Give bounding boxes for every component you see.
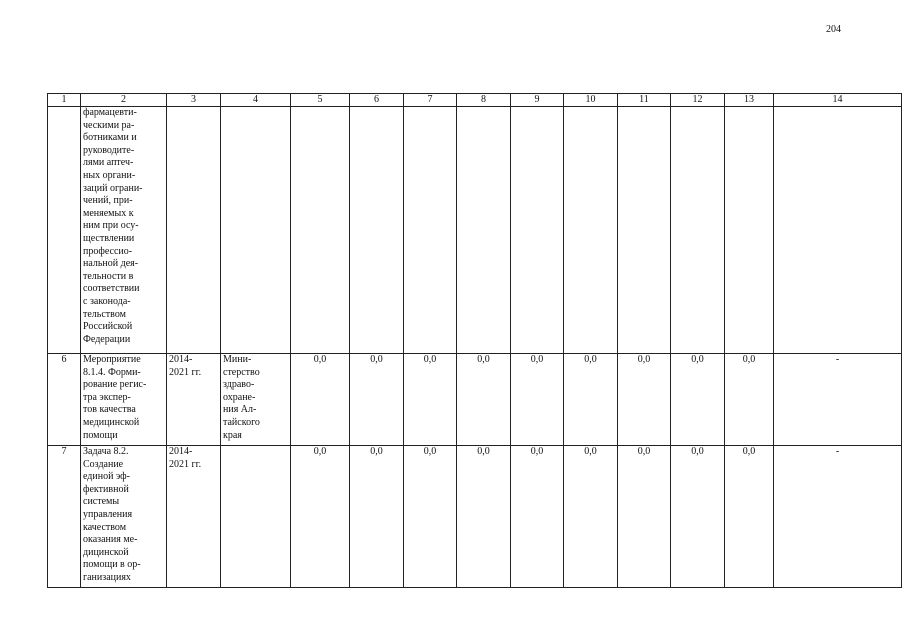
period-cell: 2014- 2021 гг. [167, 354, 221, 446]
column-header: 12 [671, 94, 725, 107]
executor-cell [221, 107, 291, 354]
value-cell: 0,0 [511, 354, 564, 446]
column-header: 10 [564, 94, 618, 107]
row-number-cell: 6 [48, 354, 81, 446]
column-header: 9 [511, 94, 564, 107]
value-cell: 0,0 [291, 354, 350, 446]
period-cell [167, 107, 221, 354]
column-header: 14 [774, 94, 902, 107]
value-cell: 0,0 [350, 446, 404, 588]
value-cell: 0,0 [618, 446, 671, 588]
name-cell: фармацевти- ческими ра- ботниками и руководите- лями аптеч- ных органи- заций ограни- чений, при- меняемых к ним при осу- ществлении профессио- нальной дея- тельности в соответствии с законода- тельством Российской Федерации [81, 107, 167, 354]
row-number-cell: 7 [48, 446, 81, 588]
column-header: 7 [404, 94, 457, 107]
table-row [48, 107, 902, 354]
value-cell: 0,0 [618, 354, 671, 446]
value-cell [564, 107, 618, 354]
value-cell [511, 107, 564, 354]
column-header: 11 [618, 94, 671, 107]
result-cell: - [774, 446, 902, 588]
table-row [48, 354, 902, 446]
table-row [48, 446, 902, 588]
data-table [47, 93, 902, 588]
value-cell: 0,0 [457, 446, 511, 588]
value-cell: 0,0 [671, 354, 725, 446]
column-header: 4 [221, 94, 291, 107]
value-cell: 0,0 [511, 446, 564, 588]
value-cell [618, 107, 671, 354]
column-header: 1 [48, 94, 81, 107]
value-cell: 0,0 [457, 354, 511, 446]
result-cell [774, 107, 902, 354]
value-cell: 0,0 [404, 446, 457, 588]
row-number-cell [48, 107, 81, 354]
value-cell: 0,0 [671, 446, 725, 588]
column-header: 5 [291, 94, 350, 107]
column-header: 13 [725, 94, 774, 107]
value-cell: 0,0 [564, 446, 618, 588]
column-header: 8 [457, 94, 511, 107]
value-cell [404, 107, 457, 354]
column-header: 3 [167, 94, 221, 107]
value-cell [457, 107, 511, 354]
result-cell: - [774, 354, 902, 446]
value-cell [350, 107, 404, 354]
value-cell: 0,0 [725, 354, 774, 446]
value-cell [671, 107, 725, 354]
name-cell: Задача 8.2. Создание единой эф- фективной системы управления качеством оказания ме- дицинской помощи в ор- ганизациях [81, 446, 167, 588]
value-cell: 0,0 [564, 354, 618, 446]
column-header: 6 [350, 94, 404, 107]
header-row [48, 94, 902, 107]
column-header: 2 [81, 94, 167, 107]
period-cell: 2014- 2021 гг. [167, 446, 221, 588]
value-cell: 0,0 [404, 354, 457, 446]
executor-cell [221, 446, 291, 588]
value-cell [725, 107, 774, 354]
value-cell: 0,0 [291, 446, 350, 588]
name-cell: Мероприятие 8.1.4. Форми- рование регис- тра экспер- тов качества медицинской помощи [81, 354, 167, 446]
page-number: 204 [826, 24, 841, 35]
executor-cell: Мини- стерство здраво- охране- ния Ал- тайского края [221, 354, 291, 446]
value-cell [291, 107, 350, 354]
value-cell: 0,0 [350, 354, 404, 446]
value-cell: 0,0 [725, 446, 774, 588]
